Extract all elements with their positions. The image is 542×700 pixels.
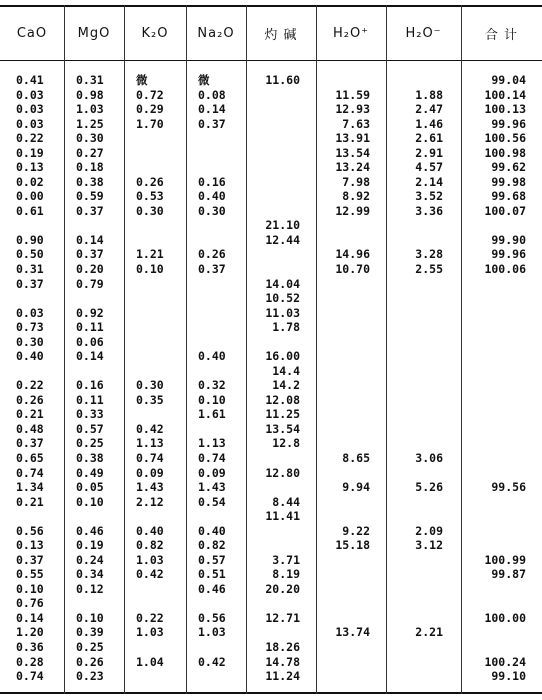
header-k2o: K₂O [141, 25, 169, 41]
cell-ignition-loss: 12.08 [265, 392, 300, 407]
cell-cao: 0.41 [16, 73, 44, 87]
cell-h2o-minus: 3.28 [415, 247, 443, 262]
cell-total: 99.90 [491, 232, 526, 247]
cell-h2o-plus: 8.92 [342, 189, 370, 204]
cell-h2o-minus: 1.46 [415, 116, 443, 131]
cell-ignition-loss: 14.04 [265, 276, 300, 291]
cell-cao: 0.50 [16, 247, 44, 262]
cell-na2o: 0.56 [198, 610, 226, 625]
cell-cao: 0.00 [16, 189, 44, 204]
cell-h2o-minus: 3.36 [415, 203, 443, 218]
cell-mgo: 0.23 [76, 669, 104, 683]
cell-mgo: 0.59 [76, 189, 104, 204]
column-divider [124, 5, 125, 694]
cell-cao: 0.03 [16, 87, 44, 102]
cell-mgo: 0.19 [76, 538, 104, 553]
header-cao: CaO [16, 25, 48, 41]
cell-total: 99.96 [491, 247, 526, 262]
cell-cao: 0.26 [16, 392, 44, 407]
cell-ignition-loss: 16.00 [265, 349, 300, 364]
cell-total: 99.68 [491, 189, 526, 204]
cell-na2o: 0.10 [198, 392, 226, 407]
cell-na2o: 0.37 [198, 116, 226, 131]
cell-cao: 0.48 [16, 421, 44, 436]
cell-ignition-loss: 18.26 [265, 639, 300, 654]
cell-total: 100.24 [484, 654, 526, 669]
cell-h2o-plus: 10.70 [335, 262, 370, 276]
cell-k2o: 微 [136, 73, 148, 87]
cell-mgo: 0.27 [76, 145, 104, 160]
cell-cao: 0.30 [16, 334, 44, 349]
cell-na2o: 0.51 [198, 567, 226, 582]
cell-mgo: 0.10 [76, 610, 104, 625]
cell-k2o: 0.30 [136, 203, 164, 218]
cell-total: 99.62 [491, 160, 526, 175]
cell-total: 99.10 [491, 669, 526, 683]
cell-k2o: 0.22 [136, 610, 164, 625]
cell-mgo: 0.24 [76, 552, 104, 567]
cell-total: 100.99 [484, 552, 526, 567]
cell-total: 99.56 [491, 480, 526, 494]
cell-mgo: 0.26 [76, 654, 104, 669]
cell-cao: 0.37 [16, 436, 44, 451]
cell-ignition-loss: 3.71 [272, 552, 300, 567]
cell-cao: 0.37 [16, 552, 44, 567]
cell-h2o-plus: 9.94 [342, 480, 370, 494]
cell-cao: 0.19 [16, 145, 44, 160]
cell-cao: 0.22 [16, 131, 44, 146]
cell-k2o: 1.03 [136, 625, 164, 640]
cell-ignition-loss: 10.52 [265, 291, 300, 305]
cell-total: 100.07 [484, 203, 526, 218]
cell-ignition-loss: 20.20 [265, 581, 300, 596]
cell-mgo: 0.39 [76, 625, 104, 640]
cell-ignition-loss: 12.8 [272, 436, 300, 451]
cell-na2o: 0.14 [198, 102, 226, 117]
cell-ignition-loss: 11.60 [265, 73, 300, 87]
cell-h2o-plus: 12.99 [335, 203, 370, 218]
cell-k2o: 0.26 [136, 174, 164, 189]
cell-mgo: 0.14 [76, 349, 104, 364]
cell-mgo: 0.38 [76, 451, 104, 465]
cell-cao: 0.56 [16, 523, 44, 538]
cell-na2o: 1.61 [198, 407, 226, 422]
column-divider [386, 5, 387, 694]
cell-na2o: 1.43 [198, 480, 226, 494]
cell-k2o: 1.21 [136, 247, 164, 262]
cell-na2o: 0.54 [198, 494, 226, 509]
cell-cao: 0.37 [16, 276, 44, 291]
cell-cao: 0.13 [16, 538, 44, 553]
cell-ignition-loss: 14.78 [265, 654, 300, 669]
cell-h2o-minus: 2.91 [415, 145, 443, 160]
cell-h2o-minus: 3.52 [415, 189, 443, 204]
cell-k2o: 0.40 [136, 523, 164, 538]
cell-na2o: 0.08 [198, 87, 226, 102]
cell-mgo: 0.18 [76, 160, 104, 175]
cell-na2o: 0.37 [198, 262, 226, 276]
cell-total: 100.06 [484, 262, 526, 276]
cell-h2o-plus: 13.91 [335, 131, 370, 146]
cell-cao: 0.14 [16, 610, 44, 625]
cell-ignition-loss: 14.4 [272, 363, 300, 378]
cell-mgo: 1.25 [76, 116, 104, 131]
column-divider [461, 5, 462, 694]
cell-mgo: 0.79 [76, 276, 104, 291]
cell-cao: 0.40 [16, 349, 44, 364]
cell-k2o: 0.29 [136, 102, 164, 117]
cell-h2o-minus: 1.88 [415, 87, 443, 102]
cell-na2o: 1.13 [198, 436, 226, 451]
cell-na2o: 0.40 [198, 189, 226, 204]
cell-cao: 0.21 [16, 494, 44, 509]
cell-na2o: 0.46 [198, 581, 226, 596]
column-divider [64, 5, 65, 694]
cell-mgo: 0.37 [76, 247, 104, 262]
cell-h2o-plus: 8.65 [342, 451, 370, 465]
cell-ignition-loss: 12.80 [265, 465, 300, 480]
cell-mgo: 0.16 [76, 378, 104, 393]
cell-na2o: 0.26 [198, 247, 226, 262]
cell-ignition-loss: 8.19 [272, 567, 300, 582]
cell-cao: 1.20 [16, 625, 44, 640]
cell-na2o: 0.82 [198, 538, 226, 553]
cell-cao: 0.61 [16, 203, 44, 218]
cell-na2o: 0.32 [198, 378, 226, 393]
cell-cao: 0.02 [16, 174, 44, 189]
cell-h2o-minus: 2.61 [415, 131, 443, 146]
cell-h2o-plus: 11.59 [335, 87, 370, 102]
cell-na2o: 0.30 [198, 203, 226, 218]
cell-mgo: 1.03 [76, 102, 104, 117]
cell-h2o-plus: 9.22 [342, 523, 370, 538]
cell-total: 99.98 [491, 174, 526, 189]
cell-na2o: 0.57 [198, 552, 226, 567]
cell-ignition-loss: 14.2 [272, 378, 300, 393]
cell-mgo: 0.46 [76, 523, 104, 538]
cell-h2o-plus: 12.93 [335, 102, 370, 117]
cell-h2o-minus: 4.57 [415, 160, 443, 175]
cell-mgo: 0.10 [76, 494, 104, 509]
cell-cao: 0.90 [16, 232, 44, 247]
cell-cao: 0.65 [16, 451, 44, 465]
cell-ignition-loss: 12.71 [265, 610, 300, 625]
cell-total: 100.14 [484, 87, 526, 102]
header-total: 合 计 [484, 27, 519, 43]
cell-total: 99.96 [491, 116, 526, 131]
column-divider [186, 5, 187, 694]
cell-na2o: 0.40 [198, 349, 226, 364]
cell-h2o-plus: 7.63 [342, 116, 370, 131]
cell-mgo: 0.38 [76, 174, 104, 189]
column-divider [246, 5, 247, 694]
cell-cao: 0.31 [16, 262, 44, 276]
cell-h2o-plus: 13.24 [335, 160, 370, 175]
cell-k2o: 2.12 [136, 494, 164, 509]
cell-h2o-plus: 13.74 [335, 625, 370, 640]
cell-total: 100.98 [484, 145, 526, 160]
cell-k2o: 0.10 [136, 262, 164, 276]
cell-cao: 0.74 [16, 669, 44, 683]
cell-cao: 0.22 [16, 378, 44, 393]
cell-cao: 0.73 [16, 320, 44, 335]
header-mgo: MgO [77, 25, 111, 41]
cell-ignition-loss: 13.54 [265, 421, 300, 436]
cell-mgo: 0.34 [76, 567, 104, 582]
cell-mgo: 0.37 [76, 203, 104, 218]
cell-h2o-minus: 3.06 [415, 451, 443, 465]
cell-total: 100.56 [484, 131, 526, 146]
cell-ignition-loss: 12.44 [265, 232, 300, 247]
cell-k2o: 1.13 [136, 436, 164, 451]
cell-cao: 0.03 [16, 116, 44, 131]
cell-cao: 0.76 [16, 596, 44, 611]
cell-k2o: 0.82 [136, 538, 164, 553]
cell-h2o-minus: 5.26 [415, 480, 443, 494]
header-h2o-minus: H₂O⁻ [405, 25, 442, 41]
cell-mgo: 0.98 [76, 87, 104, 102]
cell-cao: 0.21 [16, 407, 44, 422]
cell-k2o: 0.42 [136, 421, 164, 436]
cell-h2o-minus: 2.21 [415, 625, 443, 640]
cell-k2o: 1.43 [136, 480, 164, 494]
header-h2o-plus: H₂O⁺ [332, 25, 370, 41]
cell-mgo: 0.33 [76, 407, 104, 422]
cell-mgo: 0.20 [76, 262, 104, 276]
cell-ignition-loss: 11.25 [265, 407, 300, 422]
cell-cao: 0.36 [16, 639, 44, 654]
cell-cao: 0.74 [16, 465, 44, 480]
cell-mgo: 0.57 [76, 421, 104, 436]
cell-h2o-minus: 2.47 [415, 102, 443, 117]
cell-k2o: 1.04 [136, 654, 164, 669]
cell-h2o-minus: 3.12 [415, 538, 443, 553]
cell-ignition-loss: 8.44 [272, 494, 300, 509]
cell-h2o-minus: 2.55 [415, 262, 443, 276]
cell-k2o: 0.30 [136, 378, 164, 393]
cell-total: 100.13 [484, 102, 526, 117]
cell-cao: 1.34 [16, 480, 44, 494]
cell-mgo: 0.30 [76, 131, 104, 146]
cell-mgo: 0.11 [76, 392, 104, 407]
cell-mgo: 0.92 [76, 305, 104, 320]
cell-k2o: 0.42 [136, 567, 164, 582]
cell-cao: 0.13 [16, 160, 44, 175]
cell-na2o: 0.42 [198, 654, 226, 669]
cell-h2o-plus: 14.96 [335, 247, 370, 262]
cell-k2o: 0.53 [136, 189, 164, 204]
cell-mgo: 0.05 [76, 480, 104, 494]
cell-ignition-loss: 11.24 [265, 669, 300, 683]
header-ignition-loss: 灼 碱 [264, 27, 298, 43]
cell-k2o: 0.35 [136, 392, 164, 407]
cell-ignition-loss: 21.10 [265, 218, 300, 233]
cell-na2o: 0.16 [198, 174, 226, 189]
cell-ignition-loss: 11.41 [265, 509, 300, 524]
cell-mgo: 0.06 [76, 334, 104, 349]
cell-h2o-plus: 13.54 [335, 145, 370, 160]
cell-mgo: 0.11 [76, 320, 104, 335]
cell-h2o-plus: 7.98 [342, 174, 370, 189]
cell-na2o: 0.74 [198, 451, 226, 465]
cell-k2o: 1.70 [136, 116, 164, 131]
cell-na2o: 1.03 [198, 625, 226, 640]
cell-mgo: 0.25 [76, 639, 104, 654]
cell-cao: 0.03 [16, 102, 44, 117]
cell-k2o: 0.72 [136, 87, 164, 102]
cell-mgo: 0.31 [76, 73, 104, 87]
cell-mgo: 0.12 [76, 581, 104, 596]
cell-cao: 0.55 [16, 567, 44, 582]
cell-k2o: 0.74 [136, 451, 164, 465]
cell-h2o-minus: 2.09 [415, 523, 443, 538]
cell-k2o: 0.09 [136, 465, 164, 480]
cell-total: 100.00 [484, 610, 526, 625]
cell-h2o-plus: 15.18 [335, 538, 370, 553]
column-divider [316, 5, 317, 694]
cell-cao: 0.10 [16, 581, 44, 596]
header-na2o: Na₂O [197, 25, 235, 41]
cell-mgo: 0.25 [76, 436, 104, 451]
cell-mgo: 0.14 [76, 232, 104, 247]
cell-ignition-loss: 1.78 [272, 320, 300, 335]
cell-k2o: 1.03 [136, 552, 164, 567]
cell-total: 99.87 [491, 567, 526, 582]
cell-h2o-minus: 2.14 [415, 174, 443, 189]
cell-cao: 0.28 [16, 654, 44, 669]
cell-ignition-loss: 11.03 [265, 305, 300, 320]
cell-total: 99.04 [491, 73, 526, 87]
cell-mgo: 0.49 [76, 465, 104, 480]
cell-na2o: 0.40 [198, 523, 226, 538]
cell-cao: 0.03 [16, 305, 44, 320]
cell-na2o: 0.09 [198, 465, 226, 480]
cell-na2o: 微 [198, 73, 210, 87]
